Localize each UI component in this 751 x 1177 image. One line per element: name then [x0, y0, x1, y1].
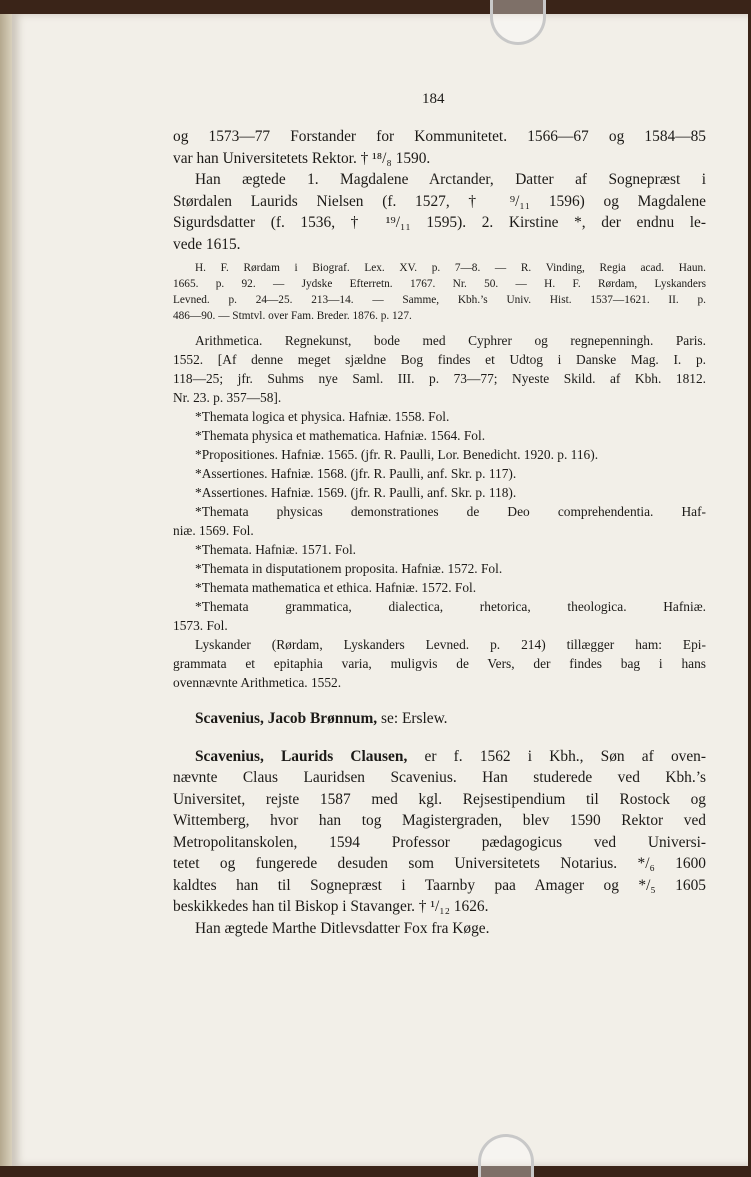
text-line: Han ægtede 1. Magdalene Arctander, Datter af Sognepræst i: [195, 171, 706, 188]
text-line: nævnte Claus Lauridsen Scavenius. Han studerede ved Kbh.’s: [173, 769, 706, 786]
text-line: vede 1615.: [173, 235, 241, 253]
reference-line: 1665. p. 92. — Jydske Efterretn. 1767. Nr. 50. — H. F. Rørdam, Lyskanders: [173, 278, 706, 290]
text-line: Metropolitanskolen, 1594 Professor pædagogicus ved Universi-: [173, 833, 706, 851]
text-line: og 1573—77 Forstander for Kommunitetet. 1566—67 og 1584—85: [173, 128, 706, 145]
page-edge: [0, 14, 12, 1166]
work-entry: *Assertiones. Hafniæ. 1569. (jfr. R. Paulli, anf. Skr. p. 118).: [195, 485, 517, 500]
paragraph-career: [173, 126, 706, 169]
entry-jacob-scavenius: [173, 708, 706, 730]
reference-line: H. F. Rørdam i Biograf. Lex. XV. p. 7—8. — R. Vinding, Regia acad. Haun.: [195, 262, 706, 274]
entry-line: grammata et epitaphia varia, muligvis de Vers, der findes bag i hans: [173, 656, 706, 671]
text-line: Han ægtede Marthe Ditlevsdatter Fox fra Køge.: [195, 919, 490, 937]
text-line: Sigurdsdatter (f. 1536, † ¹⁹/₁₁ 1595). 2. Kirstine *, der endnu le-: [173, 214, 706, 231]
entry-heading: Scavenius, Jacob Brønnum,: [195, 710, 378, 727]
text-line: Wittemberg, hvor han tog Magistergraden, blev 1590 Rektor ved: [173, 812, 706, 829]
reference-line: Levned. p. 24—25. 213—14. — Samme, Kbh.’s Univ. Hist. 1537—1621. II. p.: [173, 294, 706, 306]
entry-line: Nr. 23. p. 357—58].: [173, 390, 282, 405]
entry-line: 1552. [Af denne meget sjældne Bog findes et Udtog i Danske Mag. I. p.: [173, 352, 706, 367]
text-line: tetet og fungerede desuden som Universitetets Notarius. */₆ 1600: [173, 855, 706, 872]
entry-line: Lyskander (Rørdam, Lyskanders Levned. p. 214) tillægger ham: Epi-: [195, 637, 706, 652]
work-entry: *Themata physicas demonstrationes de Deo comprehendentia. Haf-: [195, 504, 706, 519]
reference-line: 486—90. — Stmtvl. over Fam. Breder. 1876. p. 127.: [173, 310, 412, 322]
work-entry-continued: niæ. 1569. Fol.: [173, 523, 254, 538]
work-entry: *Themata physica et mathematica. Hafniæ. 1564. Fol.: [195, 428, 486, 443]
text-line: beskikkedes han til Biskop i Stavanger. † ¹/₁₂ 1626.: [173, 898, 489, 915]
entry-laurids-scavenius: [173, 746, 706, 940]
work-entry: *Themata in disputationem proposita. Hafniæ. 1572. Fol.: [195, 561, 503, 576]
work-entry: *Assertiones. Hafniæ. 1568. (jfr. R. Paulli, anf. Skr. p. 117).: [195, 466, 517, 481]
text-line: Universitet, rejste 1587 med kgl. Rejsestipendium til Rostock og: [173, 790, 706, 808]
references: [173, 260, 706, 324]
work-entry: *Themata. Hafniæ. 1571. Fol.: [195, 542, 357, 557]
book-page: [12, 14, 748, 1166]
work-entry: *Themata grammatica, dialectica, rhetorica, theologica. Hafniæ.: [195, 599, 706, 614]
work-entry: *Themata logica et physica. Hafniæ. 1558. Fol.: [195, 409, 450, 424]
page-number: 184: [422, 91, 445, 107]
text-line: var han Universitetets Rektor. † ¹⁸/₈ 1590.: [173, 149, 431, 167]
work-entry-continued: 1573. Fol.: [173, 618, 228, 633]
entry-line: Arithmetica. Regnekunst, bode med Cyphrer og regnepenningh. Paris.: [195, 333, 706, 348]
text-line: kaldtes han til Sognepræst i Taarnby paa Amager og */₅ 1605: [173, 876, 706, 894]
work-entry: *Themata mathematica et ethica. Hafniæ. 1572. Fol.: [195, 580, 477, 595]
entry-line: ovennævnte Arithmetica. 1552.: [173, 675, 342, 690]
entry-text: er f. 1562 i Kbh., Søn af oven-: [407, 747, 707, 765]
entry-heading: Scavenius, Laurids Clausen,: [195, 747, 408, 765]
page-text: [173, 126, 706, 939]
works-list: [173, 407, 706, 635]
text-line: Størdalen Laurids Nielsen (f. 1527, † ⁹/₁₁ 1596) og Magdalene: [173, 192, 706, 210]
entry-lyskander: [173, 635, 706, 692]
entry-line: 118—25; jfr. Suhms nye Saml. III. p. 73—77; Nyeste Skild. af Kbh. 1812.: [173, 371, 706, 386]
entry-arithmetica: [173, 331, 706, 407]
paragraph-marriage: [173, 169, 706, 255]
entry-crossref: se: Erslew.: [377, 710, 448, 727]
work-entry: *Propositiones. Hafniæ. 1565. (jfr. R. Paulli, Lor. Benedicht. 1920. p. 116).: [195, 447, 599, 462]
